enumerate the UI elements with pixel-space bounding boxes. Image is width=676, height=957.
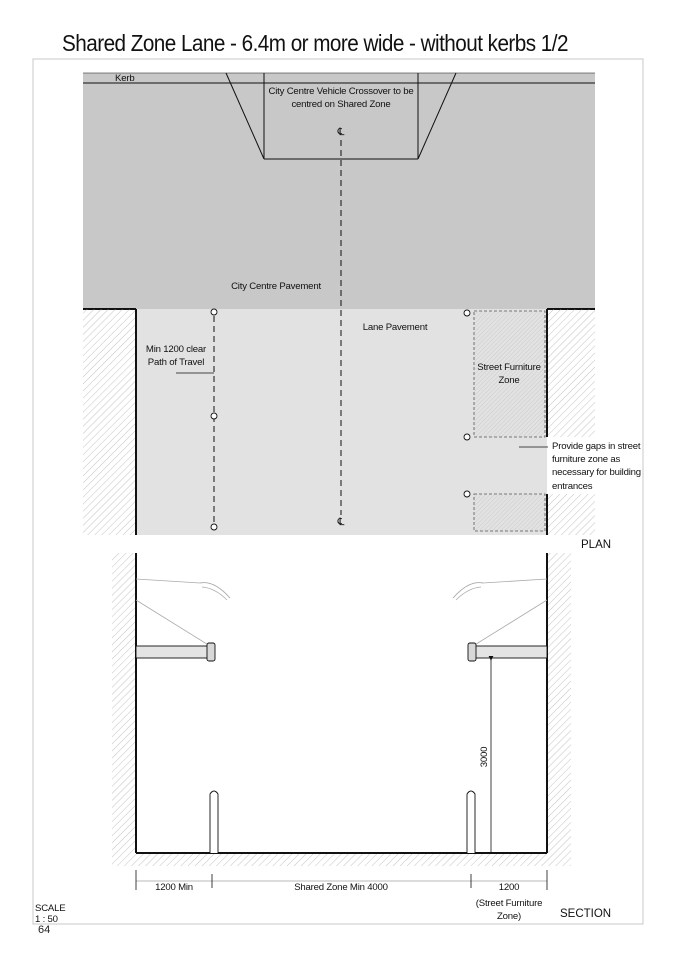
bollard-left-2	[211, 413, 217, 419]
section-view	[112, 553, 611, 922]
scale-label: SCALE	[35, 903, 66, 914]
clear-path-label-line2: Path of Travel	[147, 357, 205, 368]
bollard-right-2	[464, 434, 470, 440]
bollard-left-3	[211, 524, 217, 530]
right-building-hatch-lower	[547, 494, 595, 535]
gaps-label-line4: entrances	[552, 481, 593, 492]
plan-view	[83, 73, 641, 551]
dimension-middle-label: Shared Zone Min 4000	[294, 882, 388, 893]
dimension-left-label: 1200 Min	[155, 882, 193, 893]
scale-value: 1 : 50	[35, 914, 58, 925]
height-dimension-label: 3000	[479, 746, 490, 768]
street-furniture-zone-upper	[474, 311, 545, 437]
kerb-label: Kerb	[115, 73, 135, 84]
crossover-label-line2: centred on Shared Zone	[291, 99, 391, 110]
gaps-label-line1: Provide gaps in street	[552, 441, 641, 452]
lane-pavement-label: Lane Pavement	[362, 322, 428, 333]
page-title: Shared Zone Lane - 6.4m or more wide - without kerbs 1/2	[62, 30, 568, 56]
clear-path-label-line1: Min 1200 clear	[145, 344, 207, 355]
bollard-right-3	[464, 491, 470, 497]
plan-view-label: PLAN	[581, 539, 612, 551]
gaps-label-line2: furniture zone as	[552, 454, 621, 465]
crossover-label-line1: City Centre Vehicle Crossover to be	[268, 86, 414, 97]
right-awning	[453, 579, 547, 661]
street-furniture-label-line2: Zone	[498, 375, 520, 386]
section-left-wall-hatch	[112, 553, 136, 853]
left-awning	[136, 579, 230, 661]
section-view-label: SECTION	[560, 908, 612, 920]
gaps-label-line3: necessary for building	[552, 467, 641, 478]
centreline-symbol-bottom: ℄	[337, 516, 345, 528]
street-furniture-zone-lower	[474, 494, 545, 531]
page-number: 64	[38, 924, 51, 936]
left-building-hatch	[83, 309, 136, 535]
bollard-left-1	[211, 309, 217, 315]
section-right-wall-hatch	[547, 553, 571, 853]
right-building-hatch-upper	[547, 309, 595, 437]
dimension-right-label-line1: 1200	[498, 882, 520, 893]
dimension-right-label-line3: Zone)	[496, 911, 522, 922]
street-furniture-label-line1: Street Furniture	[477, 362, 541, 373]
centreline-symbol-top: ℄	[337, 126, 345, 138]
city-centre-pavement-label: City Centre Pavement	[231, 281, 321, 292]
dimension-right-label-line2: (Street Furniture	[475, 898, 543, 909]
section-ground-hatch	[112, 853, 571, 866]
section-bollard-right	[467, 791, 475, 853]
bollard-right-1	[464, 310, 470, 316]
section-bollard-left	[210, 791, 218, 853]
